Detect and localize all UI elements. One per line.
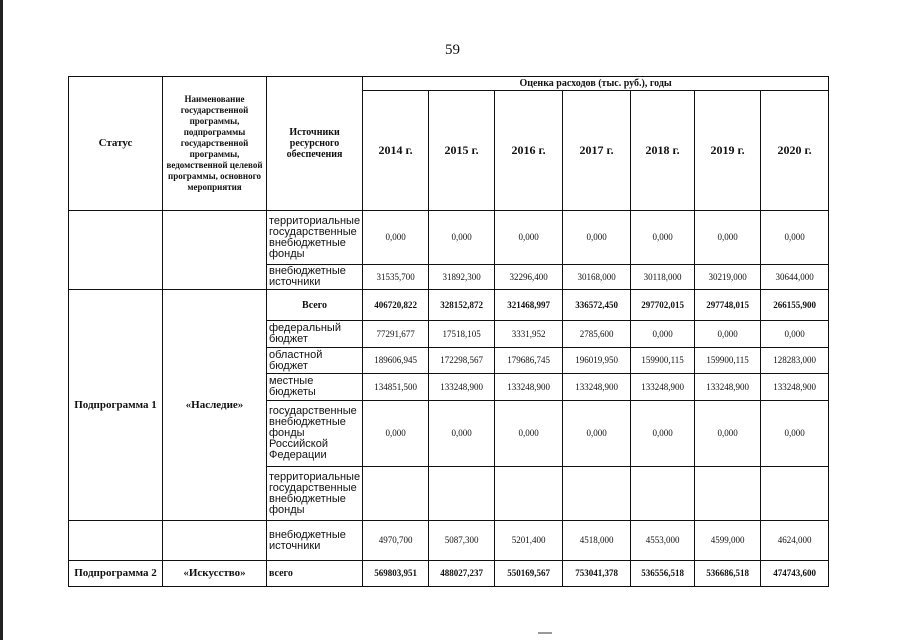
- subprogram-name: «Искусство»: [163, 561, 267, 587]
- value-cell: 0,000: [695, 211, 761, 265]
- value-cell: 4553,000: [631, 521, 695, 561]
- budget-table: [68, 76, 829, 587]
- value-cell: 133248,900: [761, 374, 829, 401]
- source-label: Всего: [267, 290, 363, 321]
- value-cell: 196019,950: [563, 348, 631, 374]
- value-cell: 31892,300: [429, 265, 495, 290]
- value-cell: 536686,518: [695, 561, 761, 587]
- value-cell: 550169,567: [495, 561, 563, 587]
- value-cell: [761, 467, 829, 521]
- header-year: 2015 г.: [429, 91, 495, 211]
- value-cell: 488027,237: [429, 561, 495, 587]
- value-cell: 0,000: [695, 401, 761, 467]
- page-number: 59: [445, 42, 460, 58]
- value-cell: 5201,400: [495, 521, 563, 561]
- header-name: Наименование государственной программы, подпрограммы государственной программы, ведомственной целевой программы, основного мероприятия: [163, 77, 267, 211]
- value-cell: [495, 467, 563, 521]
- value-cell: 159900,115: [695, 348, 761, 374]
- value-cell: [563, 467, 631, 521]
- value-cell: 30219,000: [695, 265, 761, 290]
- source-label: территориальные государственные внебюджетные фонды: [267, 211, 363, 265]
- value-cell: 159900,115: [631, 348, 695, 374]
- value-cell: 30118,000: [631, 265, 695, 290]
- table-row: [69, 561, 829, 587]
- subprogram-status: Подпрограмма 1: [69, 290, 163, 521]
- value-cell: 4518,000: [563, 521, 631, 561]
- header-year: 2018 г.: [631, 91, 695, 211]
- table-row: [69, 290, 829, 321]
- source-label: всего: [267, 561, 363, 587]
- header-status: Статус: [69, 77, 163, 211]
- value-cell: 297748,015: [695, 290, 761, 321]
- value-cell: 133248,900: [695, 374, 761, 401]
- value-cell: 336572,450: [563, 290, 631, 321]
- value-cell: 32296,400: [495, 265, 563, 290]
- page-edge-line: [0, 0, 3, 640]
- value-cell: 0,000: [761, 401, 829, 467]
- value-cell: 128283,000: [761, 348, 829, 374]
- value-cell: 297702,015: [631, 290, 695, 321]
- value-cell: 0,000: [495, 401, 563, 467]
- value-cell: 4599,000: [695, 521, 761, 561]
- value-cell: 0,000: [429, 401, 495, 467]
- value-cell: 189606,945: [363, 348, 429, 374]
- value-cell: 536556,518: [631, 561, 695, 587]
- subprogram-name: «Наследие»: [163, 290, 267, 521]
- value-cell: [429, 467, 495, 521]
- source-label: внебюджетные источники: [267, 521, 363, 561]
- value-cell: 134851,500: [363, 374, 429, 401]
- value-cell: 474743,600: [761, 561, 829, 587]
- table-row: [69, 521, 829, 561]
- value-cell: 133248,900: [429, 374, 495, 401]
- source-label: федеральный бюджет: [267, 321, 363, 348]
- value-cell: [631, 467, 695, 521]
- value-cell: 0,000: [429, 211, 495, 265]
- value-cell: 4970,700: [363, 521, 429, 561]
- header-year: 2017 г.: [563, 91, 631, 211]
- value-cell: 179686,745: [495, 348, 563, 374]
- header-year: 2014 г.: [363, 91, 429, 211]
- value-cell: 3331,952: [495, 321, 563, 348]
- header-year: 2020 г.: [761, 91, 829, 211]
- value-cell: 0,000: [495, 211, 563, 265]
- value-cell: [363, 467, 429, 521]
- scan-mark: [538, 632, 552, 634]
- value-cell: 0,000: [631, 321, 695, 348]
- source-label: областной бюджет: [267, 348, 363, 374]
- value-cell: 569803,951: [363, 561, 429, 587]
- header-sources: Источники ресурсного обеспечения: [267, 77, 363, 211]
- value-cell: 133248,900: [495, 374, 563, 401]
- value-cell: 4624,000: [761, 521, 829, 561]
- value-cell: 2785,600: [563, 321, 631, 348]
- value-cell: 266155,900: [761, 290, 829, 321]
- value-cell: 0,000: [631, 401, 695, 467]
- value-cell: 328152,872: [429, 290, 495, 321]
- value-cell: 30644,000: [761, 265, 829, 290]
- value-cell: 5087,300: [429, 521, 495, 561]
- header-year: 2016 г.: [495, 91, 563, 211]
- value-cell: 0,000: [761, 211, 829, 265]
- status-cell-empty: [69, 211, 163, 290]
- table-row: [69, 211, 829, 265]
- value-cell: 133248,900: [631, 374, 695, 401]
- value-cell: 0,000: [631, 211, 695, 265]
- status-cell-empty: [69, 521, 163, 561]
- value-cell: 31535,700: [363, 265, 429, 290]
- subprogram-status: Подпрограмма 2: [69, 561, 163, 587]
- value-cell: 133248,900: [563, 374, 631, 401]
- value-cell: 30168,000: [563, 265, 631, 290]
- value-cell: 0,000: [563, 211, 631, 265]
- value-cell: 172298,567: [429, 348, 495, 374]
- value-cell: [695, 467, 761, 521]
- value-cell: 753041,378: [563, 561, 631, 587]
- header-year: 2019 г.: [695, 91, 761, 211]
- value-cell: 0,000: [563, 401, 631, 467]
- value-cell: 0,000: [363, 401, 429, 467]
- source-label: государственные внебюджетные фонды Российской Федерации: [267, 401, 363, 467]
- value-cell: 406720,822: [363, 290, 429, 321]
- source-label: территориальные государственные внебюджетные фонды: [267, 467, 363, 521]
- value-cell: 321468,997: [495, 290, 563, 321]
- name-cell-empty: [163, 211, 267, 290]
- value-cell: 0,000: [761, 321, 829, 348]
- source-label: местные бюджеты: [267, 374, 363, 401]
- value-cell: 77291,677: [363, 321, 429, 348]
- value-cell: 0,000: [695, 321, 761, 348]
- header-estimate: Оценка расходов (тыс. руб.), годы: [363, 77, 829, 91]
- value-cell: 0,000: [363, 211, 429, 265]
- name-cell-empty: [163, 521, 267, 561]
- value-cell: 17518,105: [429, 321, 495, 348]
- source-label: внебюджетные источники: [267, 265, 363, 290]
